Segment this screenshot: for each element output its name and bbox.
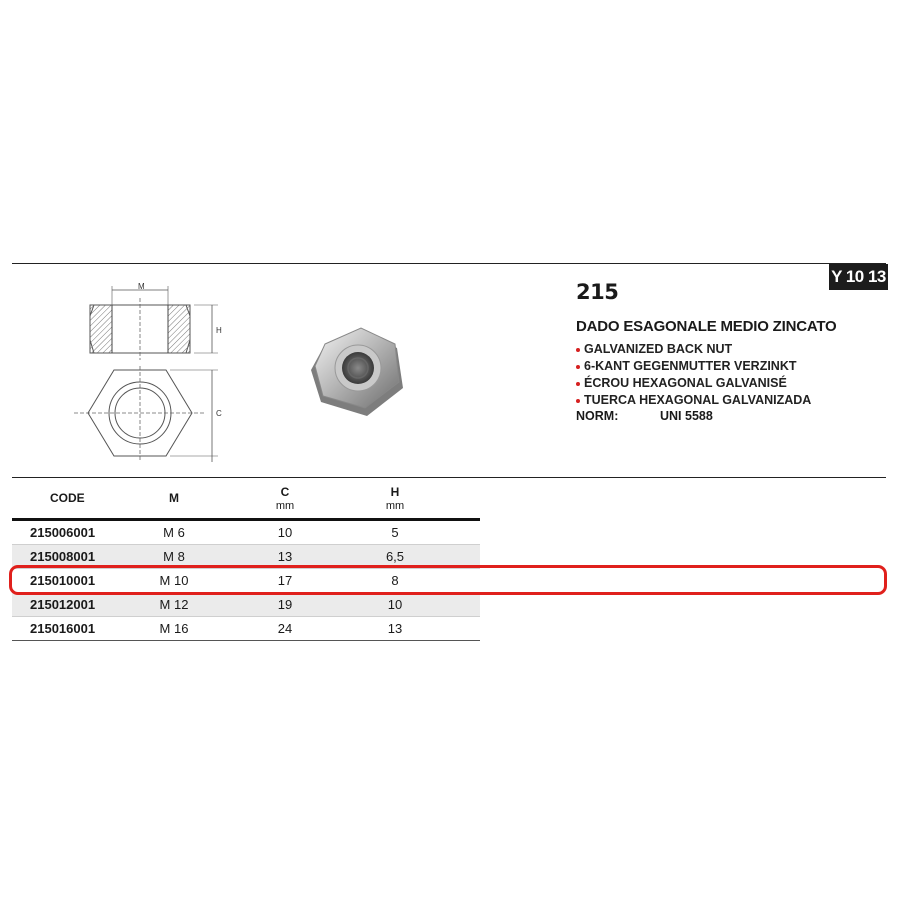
dim-m-label: M	[138, 282, 145, 291]
bullet-icon	[576, 365, 580, 369]
side-view	[90, 282, 222, 360]
cell-code: 215016001	[30, 621, 96, 636]
norm-value: UNI 5588	[660, 409, 713, 423]
cell-c: 10	[277, 525, 293, 540]
technical-drawing	[70, 278, 230, 468]
cell-m: M 10	[159, 573, 189, 588]
cell-c: 13	[277, 549, 293, 564]
table-row	[12, 520, 480, 545]
cell-m: M 16	[159, 621, 189, 636]
table-header-row	[12, 478, 480, 520]
cell-m: M 6	[163, 525, 185, 540]
header-h-unit: mm	[385, 499, 405, 512]
cell-h: 8	[391, 573, 399, 588]
cell-m: M 12	[159, 597, 189, 612]
cell-h: 5	[391, 525, 399, 540]
nut-photo	[303, 318, 413, 428]
cell-h: 10	[387, 597, 403, 612]
catalog-badge: Y 10 13	[829, 264, 888, 290]
cell-code: 215012001	[30, 597, 96, 612]
dim-c-label: C	[216, 409, 222, 418]
product-title: DADO ESAGONALE MEDIO ZINCATO	[576, 318, 837, 335]
translation-item: 6-KANT GEGENMUTTER VERZINKT	[576, 358, 811, 375]
header-h: H mm	[340, 478, 450, 520]
cell-m: M 8	[163, 549, 185, 564]
norm-line	[576, 409, 713, 423]
translation-item: ÉCROU HEXAGONAL GALVANISÉ	[576, 375, 811, 392]
cell-code: 215010001	[30, 573, 96, 588]
table-row	[12, 593, 480, 617]
translation-item: GALVANIZED BACK NUT	[576, 341, 811, 358]
bullet-icon	[576, 348, 580, 352]
table-row	[12, 617, 480, 641]
product-code: 215	[576, 280, 619, 304]
cell-h: 13	[387, 621, 403, 636]
row-highlight-outline	[9, 565, 887, 595]
header-code: CODE	[50, 491, 85, 505]
cell-code: 215006001	[30, 525, 96, 540]
header-spacer	[450, 478, 480, 520]
header-c-unit: mm	[275, 499, 295, 512]
header-c: C mm	[230, 478, 340, 520]
cell-c: 19	[277, 597, 293, 612]
bullet-icon	[576, 382, 580, 386]
top-view	[74, 366, 222, 462]
cell-h: 6,5	[385, 549, 405, 564]
norm-label: NORM:	[576, 409, 619, 423]
header-m: M	[169, 491, 179, 505]
translation-item: TUERCA HEXAGONAL GALVANIZADA	[576, 392, 811, 409]
spec-table	[12, 478, 480, 641]
cell-c: 24	[277, 621, 293, 636]
dim-h-label: H	[216, 326, 222, 335]
cell-code: 215008001	[30, 549, 96, 564]
translation-list	[576, 341, 811, 409]
top-divider	[12, 263, 886, 264]
bullet-icon	[576, 399, 580, 403]
cell-c: 17	[277, 573, 293, 588]
